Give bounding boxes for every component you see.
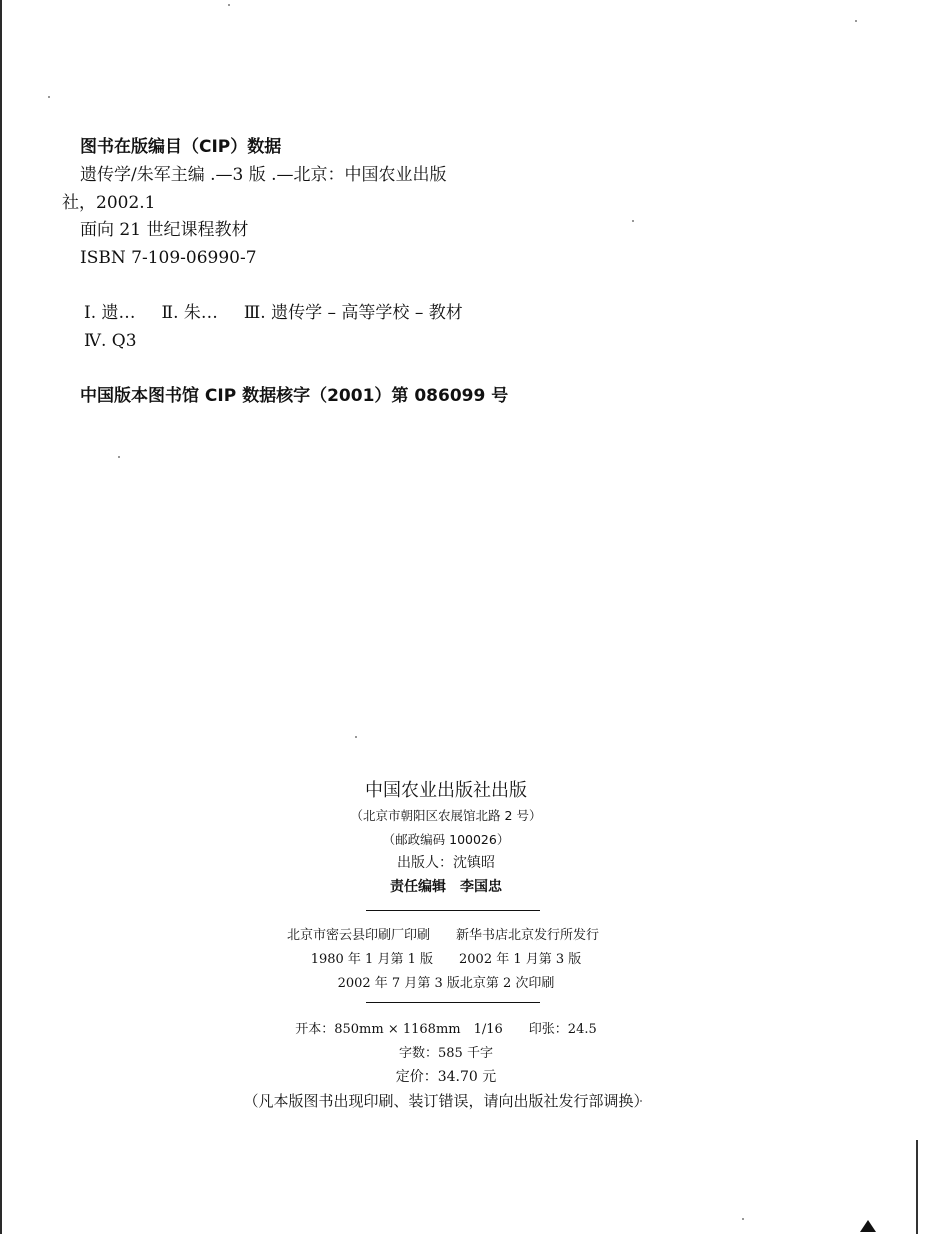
- colophon-block: [0, 760, 950, 1140]
- cip-classification-line: [84, 302, 463, 324]
- divider-line: [366, 910, 540, 911]
- cip-classification-3: Ⅲ. 遗传学 – 高等学校 – 教材: [243, 303, 463, 323]
- publisher-address: （北京市朝阳区农展馆北路 2 号）: [350, 808, 542, 823]
- cip-number: 中国版本图书馆 CIP 数据核字（2001）第 086099 号: [80, 386, 509, 406]
- edition-line: [0, 948, 892, 967]
- printer: 北京市密云县印刷厂印刷: [286, 928, 430, 943]
- edition-third: 2002 年 1 月第 3 版: [459, 952, 582, 967]
- print-distribution-line: [0, 924, 889, 943]
- cip-isbn: ISBN 7-109-06990-7: [80, 248, 257, 268]
- page-right-edge: [916, 1140, 918, 1234]
- scan-speck: [632, 220, 634, 222]
- book-format: 开本：850mm × 1168mm 1/16: [295, 1022, 503, 1037]
- print-sheets: 印张：24.5: [528, 1022, 597, 1037]
- cip-title-line: 遗传学/朱军主编 .—3 版 .—北京：中国农业出版: [80, 165, 447, 185]
- printing-info: 2002 年 7 月第 3 版北京第 2 次印刷: [337, 976, 555, 991]
- responsible-editor: 责任编辑 李国忠: [390, 879, 502, 895]
- scan-speck: [355, 736, 357, 738]
- cip-data-block: [0, 0, 600, 420]
- cip-classification-4: Ⅳ. Q3: [84, 331, 137, 351]
- cip-heading: 图书在版编目（CIP）数据: [80, 137, 282, 157]
- price: 定价：34.70 元: [395, 1069, 497, 1085]
- publisher-name: 中国农业出版社出版: [365, 780, 527, 801]
- cip-series: 面向 21 世纪课程教材: [80, 220, 249, 240]
- publisher-person: 出版人：沈镇昭: [397, 855, 495, 871]
- word-count: 字数：585 千字: [399, 1046, 493, 1061]
- cip-title-line-continued: 社，2002.1: [62, 193, 156, 213]
- cip-classification-1: Ⅰ. 遗…: [84, 303, 136, 323]
- scan-speck: [855, 20, 857, 22]
- publisher-postcode: （邮政编码 100026）: [382, 832, 510, 847]
- triangle-mark-icon: [860, 1220, 876, 1232]
- scan-speck: [118, 456, 120, 458]
- format-line: [0, 1018, 892, 1037]
- distributor: 新华书店北京发行所发行: [456, 928, 600, 943]
- cip-classification-2: Ⅱ. 朱…: [161, 303, 218, 323]
- quality-notice: （凡本版图书出现印刷、装订错误，请向出版社发行部调换）: [243, 1092, 649, 1110]
- edition-first: 1980 年 1 月第 1 版: [310, 952, 433, 967]
- scan-speck: [742, 1218, 744, 1220]
- divider-line: [366, 1002, 540, 1003]
